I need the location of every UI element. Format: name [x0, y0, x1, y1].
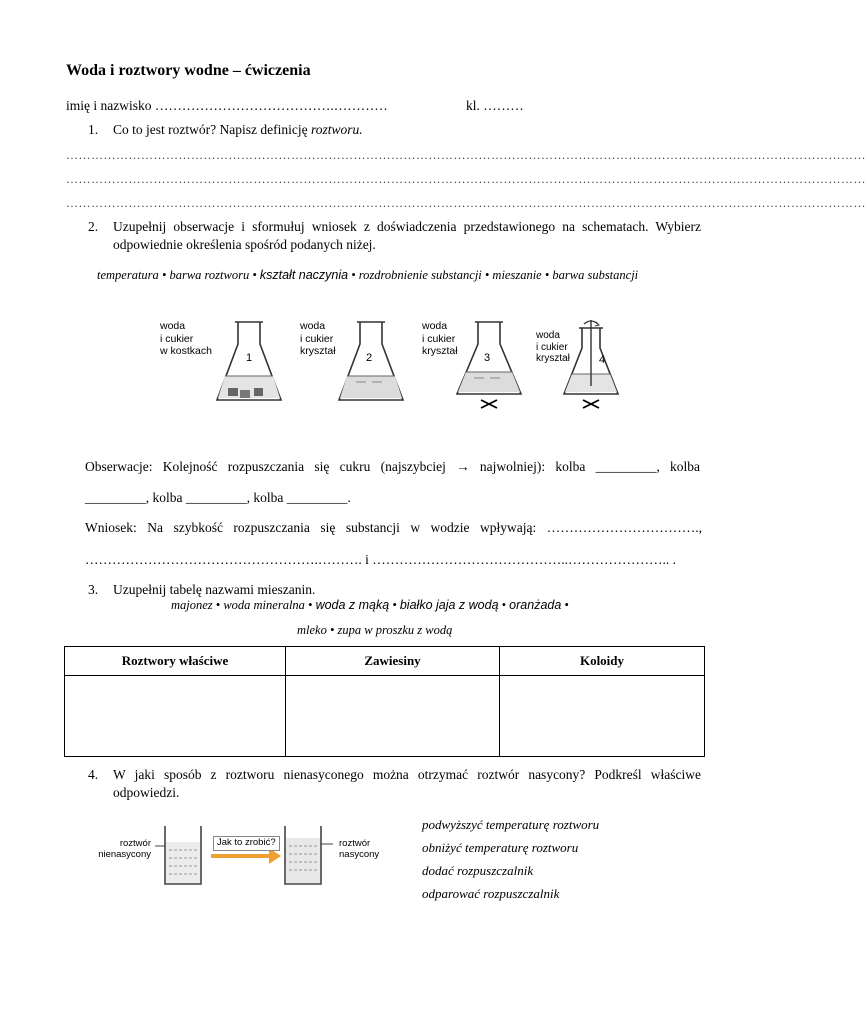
bullet: • [161, 268, 167, 282]
conclusion-line[interactable]: …………………………………………….………. i ……………………………………..………………….. . [85, 552, 677, 567]
options-list [171, 598, 569, 613]
question-text: odpowiedzi. [113, 785, 180, 800]
bullet: • [329, 623, 335, 637]
bullet: • [215, 598, 221, 612]
option: oranżada [509, 598, 562, 612]
option: woda mineralna [223, 598, 305, 612]
answer-line[interactable]: ………………………………………………………………………………………………………………………………………………………………………… [66, 172, 866, 186]
option: rozdrobnienie substancji [358, 268, 482, 282]
class-field[interactable]: kl. ……… [466, 98, 524, 113]
bullet: • [501, 598, 507, 612]
question-text: Co to jest roztwór? Napisz definicję [113, 122, 311, 137]
table-header: Roztwory właściwe [65, 647, 286, 676]
option: majonez [171, 598, 213, 612]
bullet: • [308, 598, 313, 612]
flasks-diagram [156, 314, 621, 414]
bullet: • [351, 268, 356, 282]
table-row [65, 676, 705, 757]
question-number: 3. [88, 582, 99, 597]
option: barwa substancji [552, 268, 639, 282]
question-number: 4. [88, 767, 99, 782]
flask-number: 3 [484, 352, 491, 364]
question-1 [88, 122, 363, 138]
answer-line[interactable]: ………………………………………………………………………………………………………………………………………………………………………… [66, 148, 866, 162]
options-list [297, 623, 452, 638]
option: barwa roztworu [169, 268, 250, 282]
answer-option[interactable]: dodać rozpuszczalnik [422, 863, 534, 878]
option: białko jaja z wodą [399, 598, 499, 612]
observation-line[interactable]: Obserwacje: Kolejność rozpuszczania się cukru (najszybciej → najwolniej): kolba _________, kolba [85, 459, 700, 474]
answers-list [422, 817, 599, 909]
options-list [97, 268, 638, 283]
table-header-row [65, 647, 705, 676]
question-4 [88, 767, 701, 801]
observation-line[interactable]: _________, kolba _________, kolba _________. [85, 490, 351, 505]
bullet: • [484, 268, 490, 282]
bullet: • [392, 598, 397, 612]
question-number: 2. [88, 219, 99, 234]
option: mieszanie [492, 268, 542, 282]
flask-number: 1 [246, 352, 253, 364]
table-cell-suspensions[interactable] [286, 676, 500, 757]
question-2 [88, 219, 701, 253]
flask-label: woda i cukier kryształ [536, 330, 570, 364]
flask-number: 4 [599, 354, 606, 366]
bullet: • [564, 598, 569, 612]
beaker-left-label: roztwór nienasycony [98, 838, 151, 860]
name-field[interactable]: imię i nazwisko ………………………………….………… [66, 98, 388, 113]
question-text-italic: roztworu. [310, 122, 363, 137]
bullet: • [544, 268, 550, 282]
page-title: Woda i roztwory wodne – ćwiczenia [66, 62, 311, 79]
table-cell-colloids[interactable] [500, 676, 705, 757]
option: kształt naczynia [259, 268, 349, 282]
beaker-right-label: roztwór nasycony [339, 838, 380, 860]
bullet: • [252, 268, 257, 282]
flask-label: woda i cukier w kostkach [160, 320, 212, 357]
question-text: Uzupełnij obserwacje i sformułuj wniosek z doświadczenia przedstawionego na schematach. Wybierz [113, 219, 701, 234]
question-text: odpowiednie określenia spośród podanych niżej. [113, 237, 376, 252]
answer-line[interactable]: ………………………………………………………………………………………………………………………………………………………………………… [66, 196, 866, 210]
arrow-label: Jak to zrobić? [213, 836, 280, 851]
beaker-diagram [93, 824, 393, 888]
option: temperatura [97, 268, 159, 282]
table-header: Koloidy [500, 647, 705, 676]
question-text: Uzupełnij tabelę nazwami mieszanin. [113, 582, 316, 597]
flask-label: woda i cukier kryształ [422, 320, 458, 357]
option: mleko [297, 623, 327, 637]
question-3 [88, 582, 315, 598]
conclusion-line[interactable]: Wniosek: Na szybkość rozpuszczania się substancji w wodzie wpływają: ……………………………., [85, 520, 702, 535]
answer-option[interactable]: podwyższyć temperaturę roztworu [422, 817, 600, 832]
question-number: 1. [88, 122, 99, 137]
table-header: Zawiesiny [286, 647, 500, 676]
mixtures-table [64, 646, 705, 757]
option: zupa w proszku z wodą [337, 623, 453, 637]
table-cell-solutions[interactable] [65, 676, 286, 757]
flask-label: woda i cukier kryształ [300, 320, 336, 357]
answer-option[interactable]: odparować rozpuszczalnik [422, 886, 560, 901]
option: woda z mąką [315, 598, 390, 612]
flask-number: 2 [366, 352, 373, 364]
answer-option[interactable]: obniżyć temperaturę roztworu [422, 840, 579, 855]
beakers-icon [151, 824, 351, 888]
flask-4-icon [561, 314, 621, 414]
question-text: W jaki sposób z roztworu nienasyconego można otrzymać roztwór nasycony? Podkreśl właściwe [113, 767, 701, 782]
